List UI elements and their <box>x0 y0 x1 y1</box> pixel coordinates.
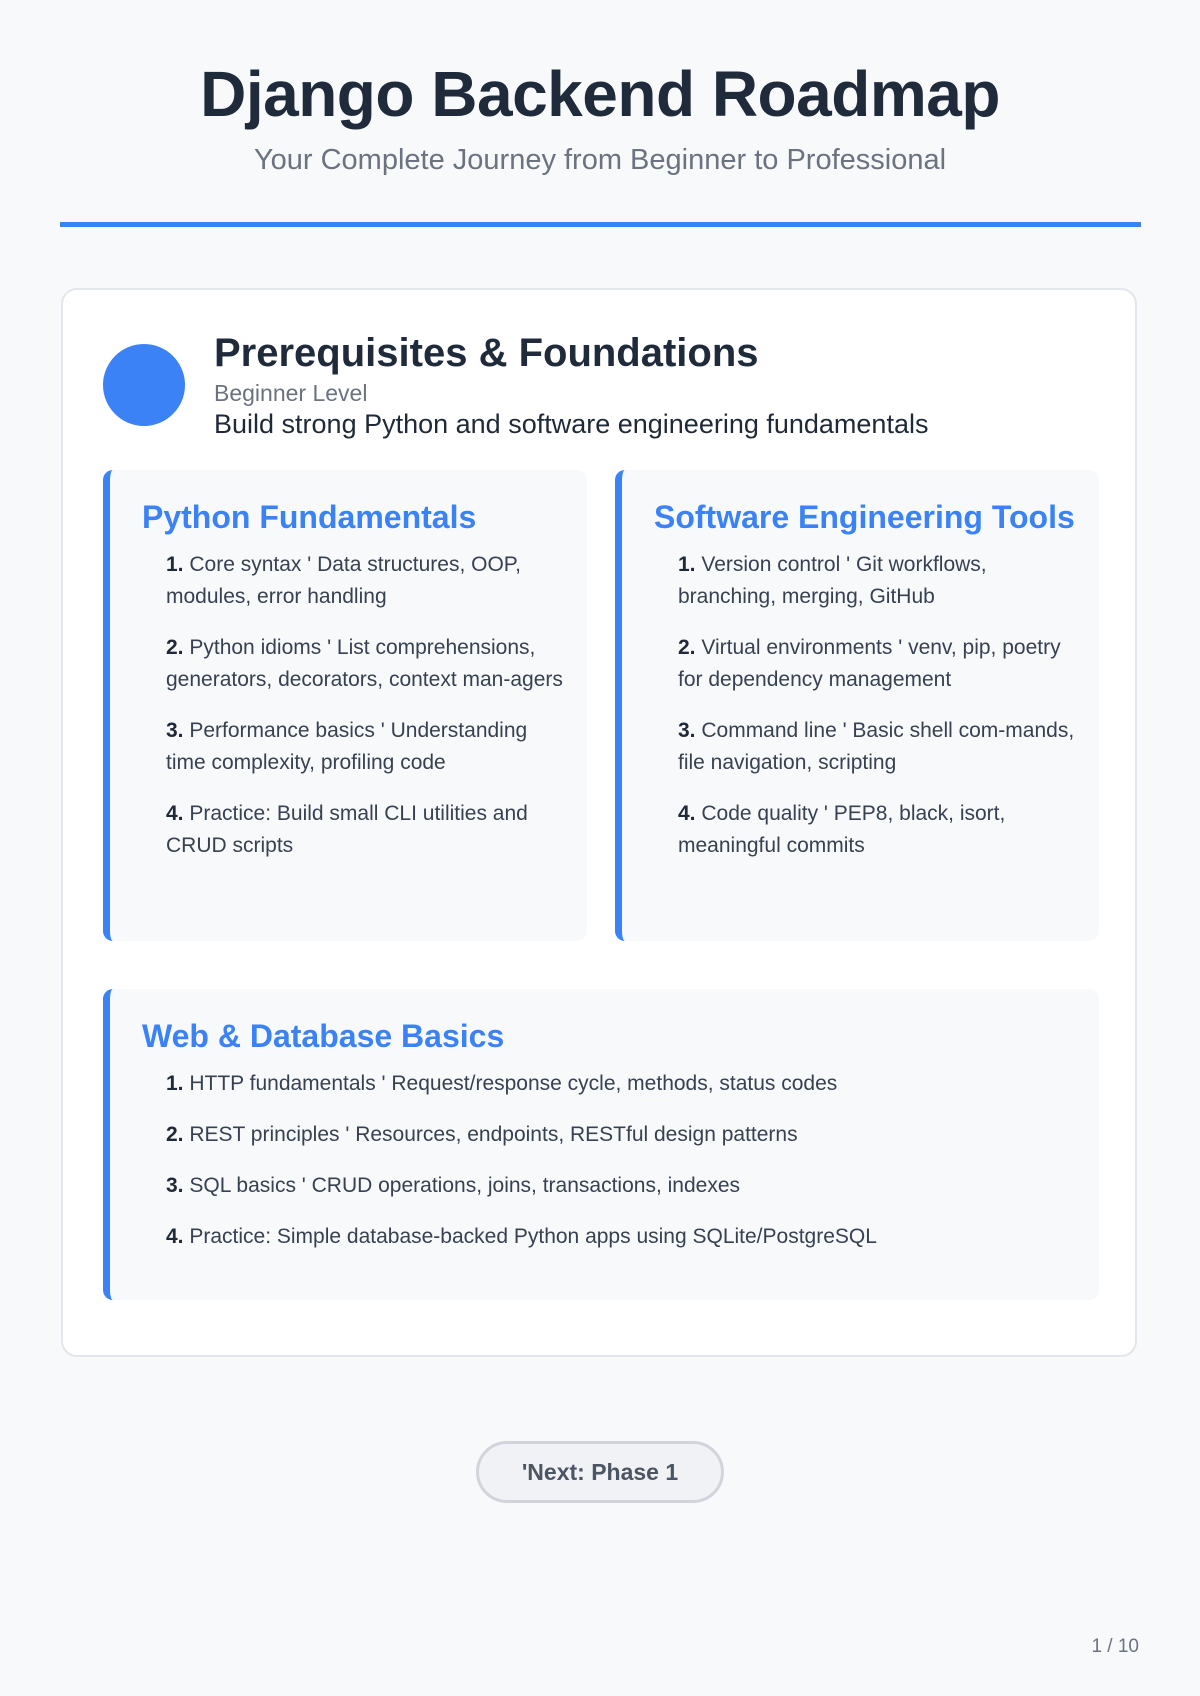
item-number: 3. <box>166 719 184 743</box>
header-divider <box>60 222 1141 227</box>
item-text: Virtual environments ' venv, pip, poetry for dependency management <box>678 636 1061 692</box>
list-item <box>678 549 1075 613</box>
item-number: 1. <box>166 553 184 577</box>
list-item <box>166 798 563 862</box>
item-number: 3. <box>678 719 696 743</box>
section-software-engineering-tools <box>615 470 1099 941</box>
item-text: Performance basics ' Understanding time complexity, profiling code <box>166 719 528 775</box>
item-text: HTTP fundamentals ' Request/response cycle, methods, status codes <box>183 1072 838 1096</box>
list-item <box>166 1221 1075 1253</box>
next-phase-button[interactable]: 'Next: Phase 1 <box>476 1441 724 1503</box>
list-item <box>166 549 563 613</box>
item-text: Practice: Simple database-backed Python apps using SQLite/PostgreSQL <box>183 1225 877 1249</box>
page-subtitle: Your Complete Journey from Beginner to Professional <box>253 143 947 176</box>
item-list <box>142 1068 1075 1253</box>
section-title: Web & Database Basics <box>142 1018 505 1054</box>
list-item <box>166 715 563 779</box>
item-text: Code quality ' PEP8, black, isort, meaningful commits <box>678 802 1006 858</box>
page-indicator: 1 / 10 <box>1091 1636 1139 1657</box>
phase-description: Build strong Python and software engineering fundamentals <box>214 409 929 439</box>
list-item <box>166 1170 1075 1202</box>
item-number: 2. <box>166 1123 184 1147</box>
item-list <box>142 549 563 862</box>
phase-card <box>61 288 1137 1357</box>
item-text: Command line ' Basic shell com-mands, file navigation, scripting <box>678 719 1075 775</box>
item-text: Core syntax ' Data structures, OOP, modules, error handling <box>166 553 521 609</box>
list-item <box>166 1119 1075 1151</box>
item-list <box>654 549 1075 862</box>
item-number: 1. <box>166 1072 184 1096</box>
page-title: Django Backend Roadmap <box>200 58 1000 130</box>
item-number: 1. <box>678 553 696 577</box>
item-number: 4. <box>166 802 184 826</box>
item-number: 2. <box>166 636 184 660</box>
page-header <box>0 0 1200 177</box>
list-item <box>166 632 563 696</box>
phase-level: Beginner Level <box>214 380 368 406</box>
section-web-database-basics <box>103 989 1099 1300</box>
item-number: 4. <box>166 1225 184 1249</box>
section-title: Python Fundamentals <box>142 499 477 535</box>
item-text: Python idioms ' List comprehensions, generators, decorators, context man-agers <box>166 636 563 692</box>
section-title: Software Engineering Tools <box>654 499 1075 535</box>
section-python-fundamentals <box>103 470 587 941</box>
item-text: Version control ' Git workflows, branching, merging, GitHub <box>678 553 987 609</box>
phase-heading <box>214 330 1105 440</box>
list-item <box>678 715 1075 779</box>
item-number: 4. <box>678 802 696 826</box>
phase-title: Prerequisites & Foundations <box>214 331 759 375</box>
list-item <box>678 798 1075 862</box>
phase-circle-icon <box>103 344 185 426</box>
item-text: REST principles ' Resources, endpoints, RESTful design patterns <box>183 1123 798 1147</box>
item-number: 2. <box>678 636 696 660</box>
item-number: 3. <box>166 1174 184 1198</box>
list-item <box>678 632 1075 696</box>
item-text: Practice: Build small CLI utilities and CRUD scripts <box>166 802 528 858</box>
list-item <box>166 1068 1075 1100</box>
item-text: SQL basics ' CRUD operations, joins, transactions, indexes <box>183 1174 740 1198</box>
